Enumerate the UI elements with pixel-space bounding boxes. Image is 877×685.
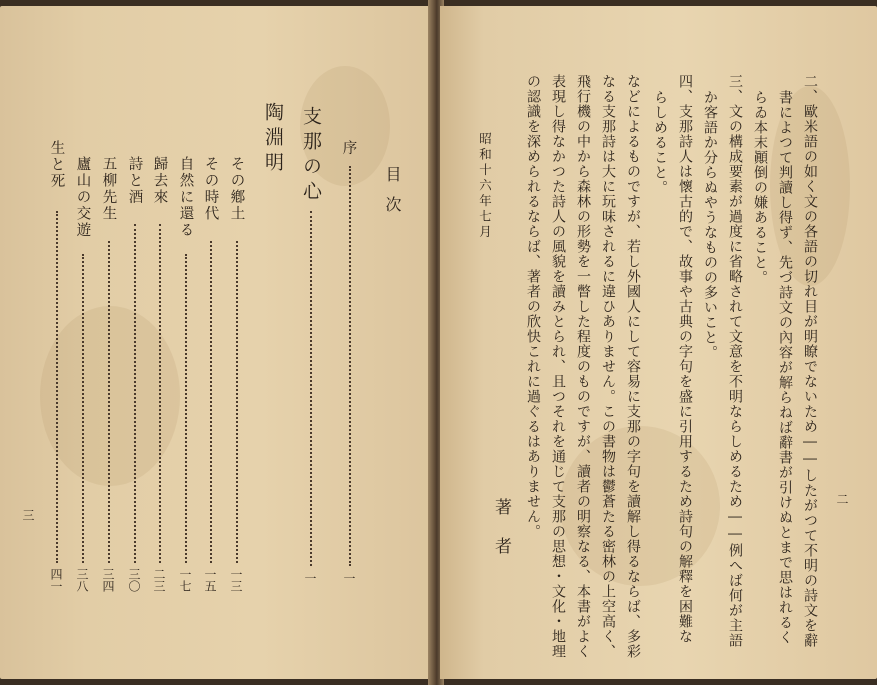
preface-line: 書によつて判讀し得ず、先づ詩文の內容が解らねば辭書が引けぬとまで思はれるく xyxy=(777,90,793,645)
preface-line: 三、文の構成要素が過度に省略されて文意を不明ならしめるため――例へば何が主語 xyxy=(727,74,743,648)
page-number: 二 xyxy=(835,493,849,505)
preface-date: 昭和十六年七月 xyxy=(477,132,493,241)
toc-leader xyxy=(159,224,161,563)
toc-entry-label: 歸去來 xyxy=(151,156,168,206)
preface-line: 表現し得なかつた詩人の風貌を讀みとられ、且つそれを通じて支那の思想・文化・地理 xyxy=(550,74,566,659)
preface-line: 四、支那詩人は懷古的で、故事や古典の字句を盛に引用するため詩句の解釋を困難な xyxy=(677,74,693,644)
toc-page-number: 一三 xyxy=(229,568,243,592)
toc-section-label: 支那の心 xyxy=(300,106,322,206)
toc-leader xyxy=(310,211,312,566)
toc-page-number: 三〇 xyxy=(127,568,141,592)
toc-entry-label: 自然に還る xyxy=(177,156,194,239)
toc-page-number: 三四 xyxy=(101,568,115,592)
preface-line: か客語か分らぬやうなものの多いこと。 xyxy=(702,90,718,360)
toc-entry-label: 序 xyxy=(340,140,357,157)
toc-title: 目次 xyxy=(383,166,402,226)
toc-page-number: 四一 xyxy=(49,568,63,592)
preface-line: 飛行機の中から森林の形勢を一瞥した程度のものですが、讀者の明察なる、本書がよく xyxy=(575,74,591,659)
toc-entry-label: その鄕土 xyxy=(228,156,245,222)
toc-section-label: 陶淵明 xyxy=(262,102,284,177)
toc-leader xyxy=(349,166,351,566)
toc-entry-label: 五柳先生 xyxy=(100,156,117,222)
toc-leader xyxy=(134,224,136,563)
toc-page-number: 一五 xyxy=(203,568,217,592)
toc-leader xyxy=(108,241,110,563)
preface-author: 著者 xyxy=(491,498,511,576)
toc-page-number: 一七 xyxy=(178,568,192,592)
preface-line: などによるものですが、若し外國人にして容易に支那の字句を讀解し得るならば、多彩 xyxy=(625,74,641,659)
toc-leader xyxy=(82,254,84,563)
preface-line: なる支那詩は大に玩味されるに違ひありません。この書物は鬱蒼たる密林の上空高く、 xyxy=(600,74,616,659)
toc-leader xyxy=(236,241,238,563)
toc-page-number: 三八 xyxy=(75,568,89,592)
toc-leader xyxy=(56,211,58,563)
preface-line: らゐ本末顚倒の嫌あること。 xyxy=(752,90,768,285)
toc-page-number: 二三 xyxy=(152,568,166,592)
toc-entry-label: 生と死 xyxy=(48,140,65,190)
preface-line: の認識を深められるならば、著者の欣快これに過ぐるはありません。 xyxy=(525,74,541,539)
toc-leader xyxy=(185,254,187,563)
toc-leader xyxy=(210,241,212,563)
page-number: 三 xyxy=(21,509,35,521)
toc-entry-label: 詩と酒 xyxy=(126,156,143,206)
toc-page-number: 一 xyxy=(303,572,317,584)
left-page xyxy=(0,6,432,679)
right-page xyxy=(440,6,877,679)
preface-line: らしめること。 xyxy=(652,90,668,195)
toc-page-number: 一 xyxy=(342,572,356,584)
toc-entry-label: その時代 xyxy=(202,156,219,222)
toc-entry-label: 廬山の交遊 xyxy=(74,156,91,239)
preface-line: 二、歐米語の如く文の各語の切れ目が明瞭でないため――したがつて不明の詩文を辭 xyxy=(802,74,818,648)
